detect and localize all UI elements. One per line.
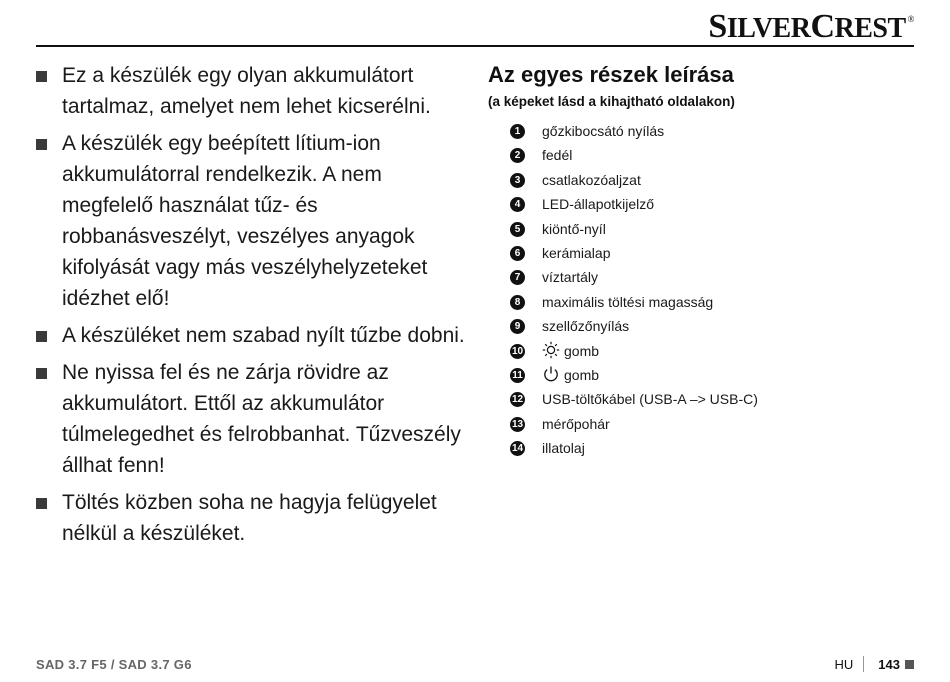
part-item [488, 119, 918, 143]
part-label: illatolaj [542, 440, 585, 457]
square-marker-icon [905, 660, 914, 669]
part-item [488, 339, 918, 363]
footer-language: HU [834, 656, 854, 672]
safety-item [36, 60, 476, 122]
part-item [488, 412, 918, 436]
square-bullet-icon [36, 331, 47, 342]
safety-text: Töltés közben soha ne hagyja felügyelet nélkül a készüléket. [62, 491, 437, 545]
part-number: 8 [510, 295, 525, 310]
part-item [488, 363, 918, 387]
safety-text: A készülék egy beépített lítium-ion akkumulátorral rendelkezik. A nem megfelelő használat tűz- és robbanásveszélyt, veszélyes anyagok kifolyását vagy más veszélyhelyzeteket idézhet elő! [62, 132, 428, 310]
part-label: kiöntő-nyíl [542, 220, 606, 237]
part-number: 5 [510, 222, 525, 237]
brand-letter: C [810, 8, 835, 45]
square-bullet-icon [36, 368, 47, 379]
part-label: víztartály [542, 269, 599, 286]
brand-text: ILVER [726, 13, 811, 44]
part-label: USB-töltőkábel (USB-A –> USB-C) [542, 391, 758, 408]
safety-item [36, 320, 476, 351]
square-bullet-icon [36, 139, 47, 150]
safety-item [36, 487, 476, 549]
part-label: gomb [564, 366, 600, 383]
safety-item [36, 357, 476, 481]
part-label: kerámialap [542, 244, 611, 261]
section-heading: Az egyes részek leírása [488, 62, 734, 87]
part-label: maximális töltési magasság [542, 293, 714, 310]
part-number: 2 [510, 148, 525, 163]
part-item [488, 192, 918, 216]
safety-list [36, 60, 476, 555]
square-bullet-icon [36, 498, 47, 509]
part-item [488, 143, 918, 167]
part-number: 9 [510, 319, 525, 334]
brand-text: REST [834, 13, 906, 44]
brand-logo [708, 8, 914, 46]
safety-item [36, 128, 476, 314]
part-number: 7 [510, 270, 525, 285]
safety-text: Ez a készülék egy olyan akkumulátort tartalmaz, amelyet nem lehet kicserélni. [62, 64, 431, 118]
part-item [488, 436, 918, 460]
part-number: 3 [510, 173, 525, 188]
sun-icon [542, 341, 560, 359]
section-subheading: (a képeket lásd a kihajtható oldalakon) [488, 94, 735, 109]
footer-page-info [835, 656, 914, 672]
part-item [488, 387, 918, 411]
part-label: mérőpohár [542, 415, 610, 432]
part-number: 6 [510, 246, 525, 261]
page-number: 143 [878, 656, 900, 672]
part-number: 14 [511, 443, 524, 455]
parts-section [488, 62, 918, 460]
part-item [488, 168, 918, 192]
part-number: 13 [511, 418, 524, 430]
part-label: szellőzőnyílás [542, 318, 630, 335]
part-label: gőzkibocsátó nyílás [542, 123, 665, 139]
part-label: fedél [542, 147, 573, 164]
part-number: 11 [510, 368, 525, 383]
power-icon [542, 365, 560, 383]
header-rule [36, 45, 914, 47]
part-item [488, 314, 918, 338]
part-number: 12 [511, 394, 524, 406]
part-number: 4 [510, 197, 525, 212]
square-bullet-icon [36, 71, 47, 82]
part-number: 1 [510, 124, 525, 139]
part-label: csatlakozóaljzat [542, 171, 641, 188]
part-label: gomb [564, 342, 600, 359]
safety-text: A készüléket nem szabad nyílt tűzbe dobni. [62, 324, 465, 347]
part-item [488, 265, 918, 289]
footer-divider [863, 656, 864, 672]
part-number: 10 [511, 345, 524, 357]
parts-list [488, 119, 918, 460]
part-item [488, 290, 918, 314]
part-item [488, 241, 918, 265]
part-item [488, 217, 918, 241]
safety-text: Ne nyissa fel és ne zárja rövidre az akkumulátort. Ettől az akkumulátor túlmelegedhet és felrobbanhat. Tűzveszély állhat fenn! [62, 361, 461, 477]
registered-mark: ® [907, 14, 914, 24]
part-label: LED-állapotkijelző [542, 196, 655, 213]
brand-letter: S [708, 8, 727, 45]
footer-model: SAD 3.7 F5 / SAD 3.7 G6 [36, 657, 192, 672]
